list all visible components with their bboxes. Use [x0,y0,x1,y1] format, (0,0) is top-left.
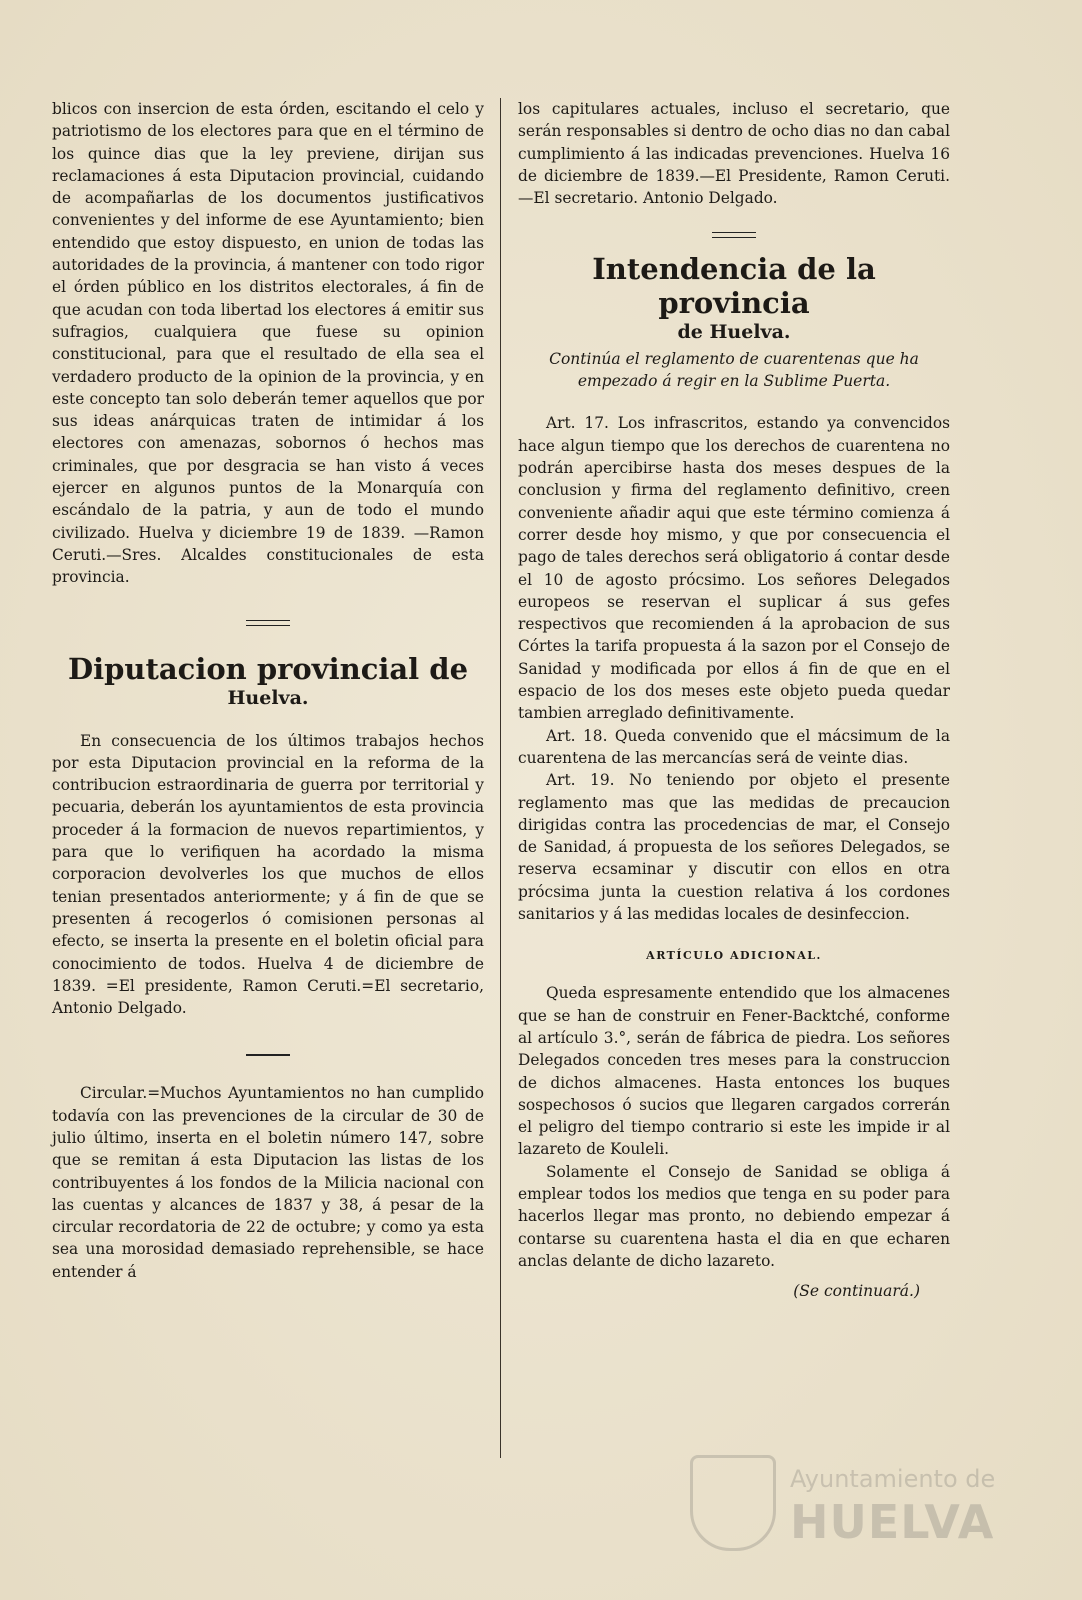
right-column [518,98,950,1300]
section-heading-diputacion: Diputacion provincial de [67,651,469,686]
left-column [52,98,484,1283]
section-subheading-huelva: Huelva. [227,686,309,709]
watermark-line-2: HUELVA [790,1495,995,1549]
city-seal-icon [690,1455,776,1551]
double-rule [518,223,950,242]
additional-paragraph-2: Solamente el Consejo de Sanidad se obliga á emplear todos los medios que tenga en su poder para hacerlos llegar mas pronto, no debiendo empezar á contarse su cuarentena hasta el dia en que echaren anclas delante de dicho lazareto. [518,1162,950,1270]
article-19: Art. 19. No teniendo por objeto el presente reglamento mas que las medidas de precaucion dirigidas contra las procedencias de mar, el Consejo de Sanidad, á propuesta de los señores Delegados, se reserva ecsaminar y discutir con ellos en otra prócsima junta la cuestion relativa á los cordones sanitarios y á las medidas locales de desinfeccion. [518,771,950,924]
articulo-adicional-heading: ARTÍCULO ADICIONAL. [646,949,822,963]
section-subheading-de-huelva: de Huelva. [677,321,791,344]
article-18: Art. 18. Queda convenido que el mácsimum de la cuarentena de las mercancías será de veinte dias. [518,726,950,767]
left-paragraph-1: blicos con insercion de esta órden, escitando el celo y patriotismo de los electores para que en el término de los quince dias que la ley previene, dirijan sus reclamaciones á esta Diputacion provincial, cuidando de acompañarlas de los documentos justificativos convenientes y del informe de ese Ayuntamiento; bien entendido que estoy dispuesto, en union de todas las autoridades de la provincia, á mantener con todo rigor el órden público en los distritos electorales, á fin de que acudan con toda libertad los electores á emitir sus sufragios, cualquiera que fuese su opinion constitucional, para que el resultado de ella sea el verdadero producto de la opinion de la provincia, y en este concepto tan solo deberán temer aquellos que por sus ideas anárquicas traten de intimidar á los electores con amenazas, sobornos ó hechos mas criminales, que por desgracia se han visto á veces ejercer en algunos puntos de la Monarquía con escándalo de la patria, y aun de todo el mundo civilizado. Huelva y diciembre 19 de 1839. —Ramon Ceruti.—Sres. Alcaldes constitucionales de esta provincia. [52,100,484,587]
additional-paragraph-1: Queda espresamente entendido que los almacenes que se han de construir en Fener-Backtché, conforme al artículo 3.°, serán de fábrica de piedra. Los señores Delegados conceden tres meses para la construccion de dichos almacenes. Hasta entonces los buques sospechosos ó sucios que llegaren cargados correrán el peligro del tiempo contrario si este les impide ir al lazareto de Kouleli. [518,984,950,1159]
archive-watermark [690,1455,1010,1555]
column-divider [500,98,501,1458]
single-rule [52,1041,484,1060]
double-rule [52,611,484,630]
continuation-note: (Se continuará.) [793,1282,920,1301]
left-paragraph-2: En consecuencia de los últimos trabajos hechos por esta Diputacion provincial en la reforma de la contribucion estraordinaria de guerra por territorial y pecuaria, deberán los ayuntamientos de esta provincia proceder á la formacion de nuevos repartimientos, y para que lo verifiquen ha acordado la misma corporacion devolverles los que muchos de ellos tenian presentados anteriormente; y á fin de que se presenten á recogerlos ó comisionen personas al efecto, se inserta la presente en el boletin oficial para conocimiento de todos. Huelva 4 de diciembre de 1839. =El presidente, Ramon Ceruti.=El secretario, Antonio Delgado. [52,731,484,1018]
italic-subtitle: Continúa el reglamento de cuarentenas que ha empezado á regir en la Sublime Puerta. [549,350,919,391]
left-paragraph-3: Circular.=Muchos Ayuntamientos no han cumplido todavía con las prevenciones de la circular de 30 de julio último, inserta en el boletin número 147, sobre que se remitan á esta Diputacion las listas de los contribuyentes á los fondos de la Milicia nacional con las cuentas y alcances de 1837 y 38, á pesar de la circular recordatoria de 22 de octubre; y como ya esta sea una morosidad demasiado reprehensible, se hace entender á [52,1084,484,1281]
watermark-line-1: Ayuntamiento de [790,1465,996,1493]
section-heading-intendencia: Intendencia de la provincia [592,252,876,321]
right-paragraph-1: los capitulares actuales, incluso el secretario, que serán responsables si dentro de ocho dias no dan cabal cumplimiento á las indicadas prevenciones. Huelva 16 de diciembre de 1839.—El Presidente, Ramon Ceruti.—El secretario. Antonio Delgado. [518,100,950,208]
article-17: Art. 17. Los infrascritos, estando ya convencidos hace algun tiempo que los derechos de cuarentena no podrán apercibirse hasta dos meses despues de la conclusion y firma del reglamento definitivo, creen conveniente añadir aqui que este término comienza á correr desde hoy mismo, y que por consecuencia el pago de tales derechos será obligatorio á contar desde el 10 de agosto prócsimo. Los señores Delegados europeos se reservan el suplicar á sus gefes respectivos que recomienden á la aprobacion de sus Córtes la tarifa propuesta á la sazon por el Consejo de Sanidad y modificada por ellos á fin de que en el espacio de los dos meses este objeto pueda quedar tambien arreglado definitivamente. [518,414,950,723]
